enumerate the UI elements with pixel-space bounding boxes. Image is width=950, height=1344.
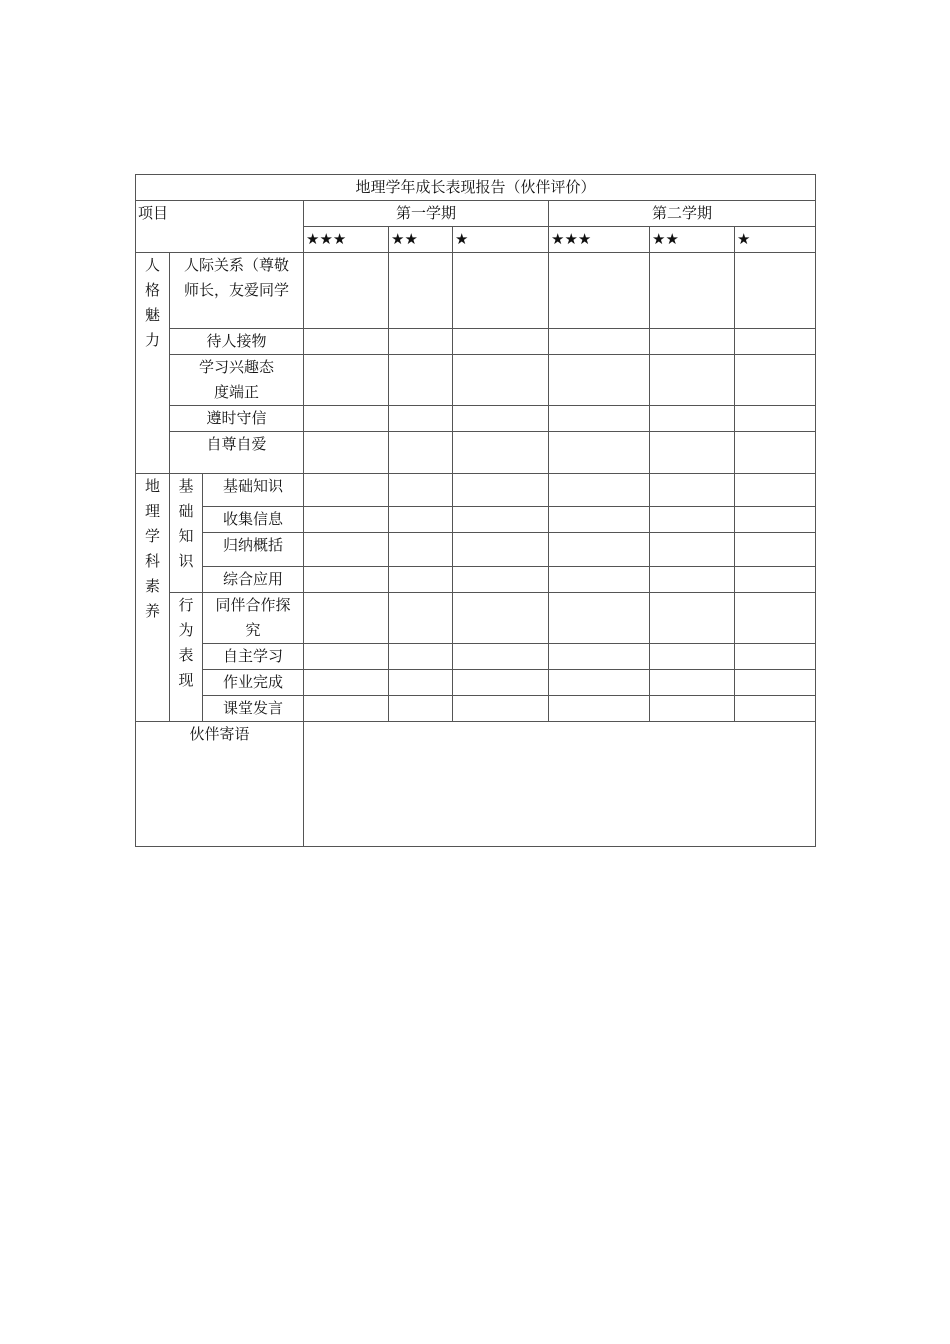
rating-cell[interactable] bbox=[453, 533, 549, 567]
rating-cell[interactable] bbox=[453, 593, 549, 644]
rating-cell[interactable] bbox=[304, 696, 389, 722]
row-label: 课堂发言 bbox=[203, 696, 304, 722]
rating-cell[interactable] bbox=[304, 567, 389, 593]
rating-cell[interactable] bbox=[735, 253, 816, 329]
rating-cell[interactable] bbox=[735, 696, 816, 722]
rating-cell[interactable] bbox=[453, 644, 549, 670]
rating-cell[interactable] bbox=[650, 567, 735, 593]
rating-cell[interactable] bbox=[453, 670, 549, 696]
rating-cell[interactable] bbox=[735, 533, 816, 567]
rating-cell[interactable] bbox=[549, 329, 650, 355]
behavior-group-label: 行为表现 bbox=[170, 593, 203, 722]
rating-cell[interactable] bbox=[650, 670, 735, 696]
rating-cell[interactable] bbox=[304, 355, 389, 406]
rating-cell[interactable] bbox=[735, 474, 816, 507]
rating-cell[interactable] bbox=[453, 567, 549, 593]
rating-cell[interactable] bbox=[389, 474, 453, 507]
row-label: 待人接物 bbox=[170, 329, 304, 355]
rating-cell[interactable] bbox=[304, 593, 389, 644]
rating-cell[interactable] bbox=[650, 507, 735, 533]
table-row bbox=[136, 355, 816, 406]
rating-cell[interactable] bbox=[735, 670, 816, 696]
table-row bbox=[136, 593, 816, 644]
geography-group-label: 地理学科素养 bbox=[136, 474, 170, 722]
row-label: 自主学习 bbox=[203, 644, 304, 670]
semester2-header: 第二学期 bbox=[549, 201, 816, 227]
table-row bbox=[136, 696, 816, 722]
row-label: 基础知识 bbox=[203, 474, 304, 507]
rating-cell[interactable] bbox=[304, 406, 389, 432]
rating-cell[interactable] bbox=[304, 670, 389, 696]
rating-cell[interactable] bbox=[389, 593, 453, 644]
rating-cell[interactable] bbox=[735, 406, 816, 432]
row-label: 人际关系（尊敬师长，友爱同学 bbox=[170, 253, 304, 329]
row-label: 收集信息 bbox=[203, 507, 304, 533]
s1-two-stars: ★★ bbox=[389, 227, 453, 253]
item-header: 项目 bbox=[136, 201, 304, 253]
rating-cell[interactable] bbox=[453, 432, 549, 474]
table-row bbox=[136, 644, 816, 670]
rating-cell[interactable] bbox=[735, 644, 816, 670]
rating-cell[interactable] bbox=[549, 406, 650, 432]
table-row bbox=[136, 432, 816, 474]
rating-cell[interactable] bbox=[389, 644, 453, 670]
row-label: 同伴合作探究 bbox=[203, 593, 304, 644]
rating-cell[interactable] bbox=[650, 474, 735, 507]
rating-cell[interactable] bbox=[650, 253, 735, 329]
rating-cell[interactable] bbox=[453, 696, 549, 722]
rating-cell[interactable] bbox=[389, 696, 453, 722]
rating-cell[interactable] bbox=[453, 474, 549, 507]
table-row bbox=[136, 406, 816, 432]
rating-cell[interactable] bbox=[549, 593, 650, 644]
rating-cell[interactable] bbox=[389, 253, 453, 329]
s2-three-stars: ★★★ bbox=[549, 227, 650, 253]
table-row bbox=[136, 567, 816, 593]
rating-cell[interactable] bbox=[304, 329, 389, 355]
rating-cell[interactable] bbox=[389, 670, 453, 696]
rating-cell[interactable] bbox=[735, 329, 816, 355]
basic-knowledge-group-label: 基础知识 bbox=[170, 474, 203, 593]
table-row bbox=[136, 722, 816, 847]
rating-cell[interactable] bbox=[650, 533, 735, 567]
rating-cell[interactable] bbox=[304, 253, 389, 329]
rating-cell[interactable] bbox=[389, 567, 453, 593]
semester1-header: 第一学期 bbox=[304, 201, 549, 227]
rating-cell[interactable] bbox=[549, 432, 650, 474]
rating-cell[interactable] bbox=[650, 432, 735, 474]
s2-two-stars: ★★ bbox=[650, 227, 735, 253]
rating-cell[interactable] bbox=[304, 432, 389, 474]
rating-cell[interactable] bbox=[735, 593, 816, 644]
rating-cell[interactable] bbox=[735, 355, 816, 406]
growth-report-table bbox=[135, 174, 816, 847]
s2-one-star: ★ bbox=[735, 227, 816, 253]
rating-cell[interactable] bbox=[650, 406, 735, 432]
rating-cell[interactable] bbox=[453, 406, 549, 432]
rating-cell[interactable] bbox=[549, 567, 650, 593]
rating-cell[interactable] bbox=[650, 644, 735, 670]
rating-cell[interactable] bbox=[389, 432, 453, 474]
partner-message-label: 伙伴寄语 bbox=[136, 722, 304, 847]
rating-cell[interactable] bbox=[304, 533, 389, 567]
rating-cell[interactable] bbox=[453, 507, 549, 533]
row-label: 学习兴趣态度端正 bbox=[170, 355, 304, 406]
table-row bbox=[136, 253, 816, 329]
rating-cell[interactable] bbox=[453, 253, 549, 329]
rating-cell[interactable] bbox=[549, 696, 650, 722]
rating-cell[interactable] bbox=[389, 329, 453, 355]
row-label: 归纳概括 bbox=[203, 533, 304, 567]
rating-cell[interactable] bbox=[389, 355, 453, 406]
s1-one-star: ★ bbox=[453, 227, 549, 253]
partner-message-field[interactable] bbox=[304, 722, 816, 847]
rating-cell[interactable] bbox=[549, 670, 650, 696]
report-title: 地理学年成长表现报告（伙伴评价） bbox=[136, 175, 816, 201]
s1-three-stars: ★★★ bbox=[304, 227, 389, 253]
row-label: 综合应用 bbox=[203, 567, 304, 593]
rating-cell[interactable] bbox=[735, 432, 816, 474]
table-row bbox=[136, 670, 816, 696]
rating-cell[interactable] bbox=[389, 533, 453, 567]
rating-cell[interactable] bbox=[549, 474, 650, 507]
rating-cell[interactable] bbox=[549, 507, 650, 533]
rating-cell[interactable] bbox=[735, 507, 816, 533]
row-label: 自尊自爱 bbox=[170, 432, 304, 474]
rating-cell[interactable] bbox=[304, 474, 389, 507]
rating-cell[interactable] bbox=[304, 507, 389, 533]
row-label: 作业完成 bbox=[203, 670, 304, 696]
rating-cell[interactable] bbox=[453, 355, 549, 406]
rating-cell[interactable] bbox=[389, 406, 453, 432]
table-row bbox=[136, 329, 816, 355]
table-row bbox=[136, 533, 816, 567]
rating-cell[interactable] bbox=[549, 533, 650, 567]
rating-cell[interactable] bbox=[453, 329, 549, 355]
personality-group-label: 人格魅力 bbox=[136, 253, 170, 474]
rating-cell[interactable] bbox=[650, 696, 735, 722]
rating-cell[interactable] bbox=[650, 329, 735, 355]
rating-cell[interactable] bbox=[549, 355, 650, 406]
rating-cell[interactable] bbox=[304, 644, 389, 670]
rating-cell[interactable] bbox=[549, 644, 650, 670]
rating-cell[interactable] bbox=[389, 507, 453, 533]
table-row bbox=[136, 507, 816, 533]
table-row bbox=[136, 474, 816, 507]
rating-cell[interactable] bbox=[650, 355, 735, 406]
rating-cell[interactable] bbox=[549, 253, 650, 329]
rating-cell[interactable] bbox=[650, 593, 735, 644]
row-label: 遵时守信 bbox=[170, 406, 304, 432]
rating-cell[interactable] bbox=[735, 567, 816, 593]
